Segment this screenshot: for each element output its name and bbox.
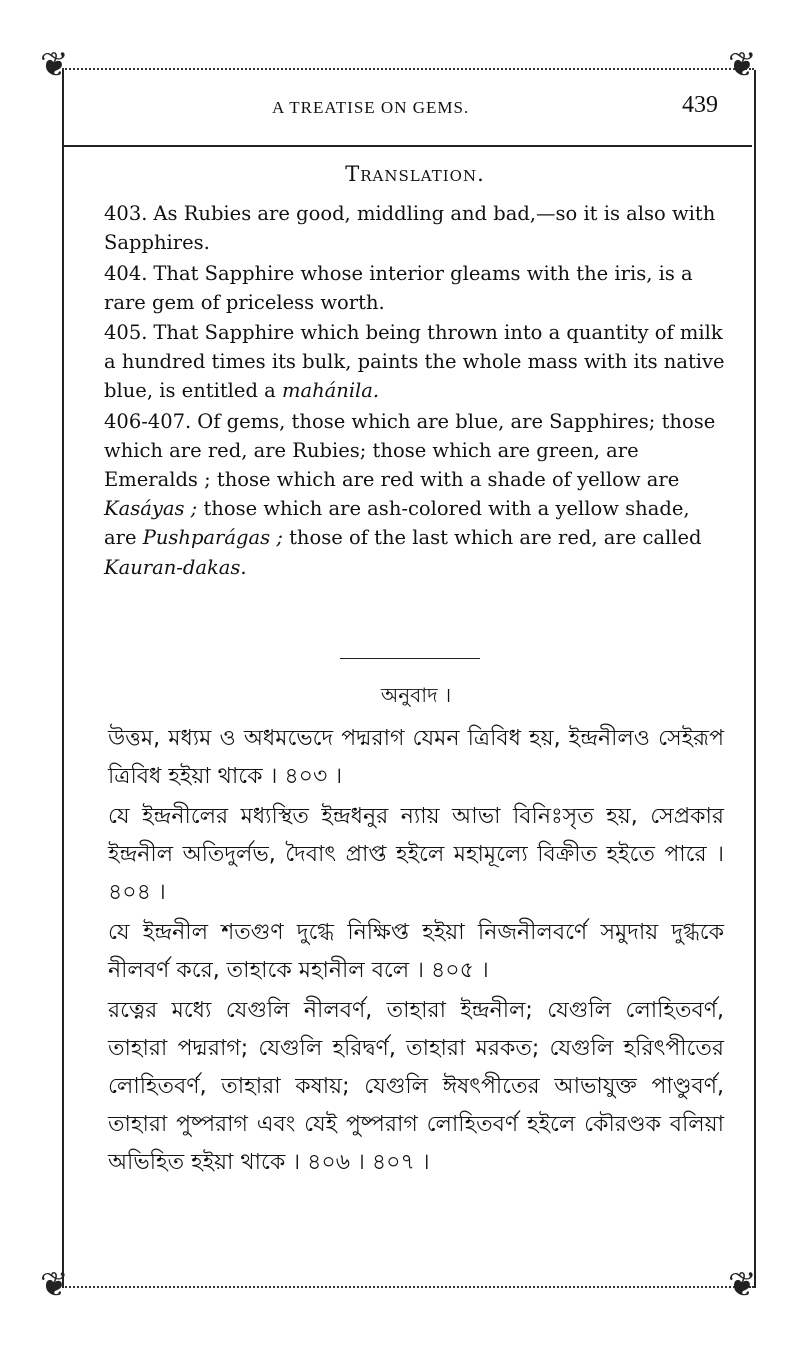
section-divider <box>340 658 480 659</box>
corner-ornament-icon: ❦ <box>40 45 69 85</box>
paragraph-text: Of gems, those which are blue, are Sapphires; those which are red, are Rubies; those which are green, are Emeralds ; those which are red with a shade of yellow are <box>104 409 716 492</box>
corner-ornament-icon: ❦ <box>40 1265 69 1305</box>
paragraph-number: 405. <box>104 321 148 345</box>
paragraph-number: 404. <box>104 261 148 285</box>
corner-ornament-icon: ❦ <box>728 45 757 85</box>
section-heading: Translation. <box>345 162 485 186</box>
paragraph-text: those of the last which are red, are called <box>289 526 702 550</box>
italic-term: Pushparágas ; <box>142 526 283 550</box>
paragraph-404 <box>104 259 726 317</box>
header-rule <box>62 145 752 147</box>
italic-term: mahánila. <box>281 379 380 403</box>
paragraph-text: That Sapphire which being thrown into a quantity of milk a hundred times its bulk, paints the whole mass with its native blue, is entitled a <box>104 321 725 403</box>
italic-term: Kauran-dakas. <box>104 555 247 579</box>
bengali-paragraph: যে ইন্দ্রনীলের মধ্যস্থিত ইন্দ্রধনুর ন্যায় আভা বিনিঃসৃত হয়, সেপ্রকার ইন্দ্রনীল অতিদুর্লভ, দৈবাৎ প্রাপ্ত হইলে মহামূল্যে বিক্রীত হইতে পারে । ৪০৪ । <box>108 804 724 905</box>
italic-term: Kasáyas ; <box>104 497 198 521</box>
paragraph-number: 406-407. <box>104 409 192 433</box>
bengali-section <box>108 676 724 1184</box>
paragraph-text: That Sapphire whose interior gleams with the iris, is a rare gem of priceless worth. <box>104 261 693 314</box>
paragraph-406-407 <box>104 407 726 582</box>
paragraph-text: those which are ash-colored with a yellow shade, are <box>104 497 690 550</box>
corner-ornament-icon: ❦ <box>728 1265 757 1305</box>
page-number: 439 <box>682 92 718 118</box>
running-head <box>62 92 752 132</box>
paragraph-403 <box>104 199 726 257</box>
bengali-paragraph: যে ইন্দ্রনীল শতগুণ দুগ্ধে নিক্ষিপ্ত হইয়া নিজনীলবর্ণে সমুদায় দুগ্ধকে নীলবর্ণ করে, তাহাকে মহানীল বলে । ৪০৫ । <box>108 920 724 983</box>
paragraph-text: As Rubies are good, middling and bad,—so it is also with Sapphires. <box>104 202 716 255</box>
running-head-title: A TREATISE ON GEMS. <box>272 98 470 117</box>
bengali-paragraph: উত্তম, মধ্যম ও অধমভেদে পদ্মরাগ যেমন ত্রিবিধ হয়, ইন্দ্রনীলও সেইরূপ ত্রিবিধ হইয়া থাকে । ৪০৩ । <box>108 726 724 789</box>
translation-section <box>104 160 726 583</box>
paragraph-number: 403. <box>104 202 148 226</box>
bengali-paragraph: রত্নের মধ্যে যেগুলি নীলবর্ণ, তাহারা ইন্দ্রনীল; যেগুলি লোহিতবর্ণ, তাহারা পদ্মরাগ; যেগুলি হরিদ্বর্ণ, তাহারা মরকত; যেগুলি হরিৎপীতের লোহিতবর্ণ, তাহারা কষায়; যেগুলি ঈষৎপীতের আভাযুক্ত পাণ্ডুবর্ণ, তাহারা পুষ্পরাগ এবং যেই পুষ্পরাগ লোহিতবর্ণ হইলে কৌরণ্ডক বলিয়া অভিহিত হইয়া থাকে । ৪০৬ । ৪০৭ । <box>108 998 724 1175</box>
paragraph-405 <box>104 318 726 406</box>
bengali-heading: অনুবাদ । <box>380 683 452 707</box>
